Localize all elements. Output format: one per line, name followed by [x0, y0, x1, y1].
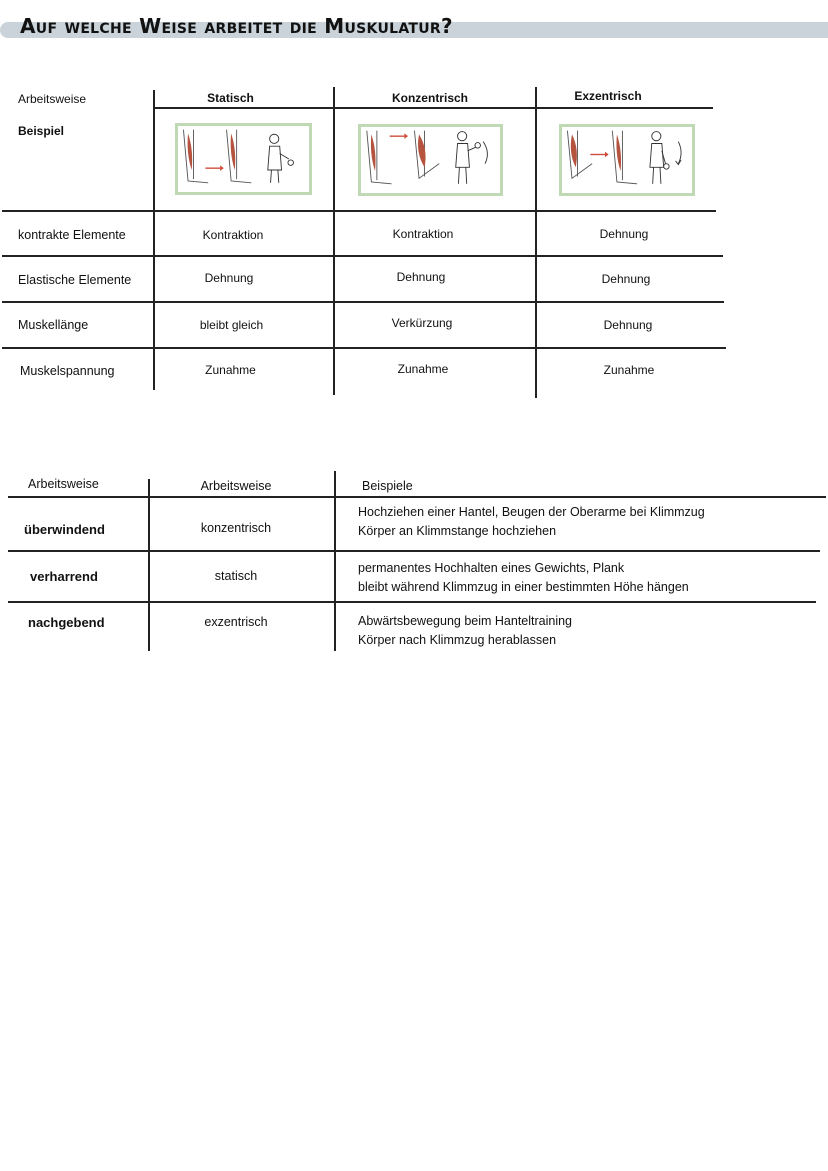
example-line: Körper an Klimmstange hochziehen: [358, 524, 557, 538]
column-header-konzentrisch: Konzentrisch: [391, 91, 468, 105]
page-title: Auf welche Weise arbeitet die Muskulatur?: [20, 14, 453, 38]
type-ueberwindend: überwindend: [24, 522, 105, 537]
mode-konzentrisch: konzentrisch: [200, 521, 272, 535]
cell-konzentrisch-muskellaenge: Verkürzung: [391, 316, 453, 330]
table1-row-rule: [2, 255, 723, 257]
table1-row-rule: [2, 301, 724, 303]
table1-col-rule: [535, 87, 537, 398]
table2-row-rule: [8, 601, 816, 603]
example-row-label: Beispiel: [18, 124, 65, 138]
example-line: Abwärtsbewegung beim Hanteltraining: [358, 614, 573, 628]
statisch-illustration: [175, 123, 312, 195]
cell-exzentrisch-kontrakte: Dehnung: [599, 227, 649, 241]
example-line: Hochziehen einer Hantel, Beugen der Oberarme bei Klimmzug: [358, 505, 705, 519]
table1-row-rule: [2, 210, 716, 212]
cell-statisch-muskelspannung: Zunahme: [205, 363, 256, 377]
cell-statisch-elastische: Dehnung: [204, 271, 254, 285]
table2-header-mode: Arbeitsweise: [200, 479, 272, 493]
cell-statisch-kontrakte: Kontraktion: [202, 228, 264, 242]
column-header-statisch: Statisch: [207, 91, 254, 105]
row-label-kontrakte-elemente: kontrakte Elemente: [18, 228, 126, 242]
table2-row-rule: [8, 550, 820, 552]
table2-header-type: Arbeitsweise: [28, 477, 99, 491]
cell-konzentrisch-kontrakte: Kontraktion: [392, 227, 454, 241]
table1-row-rule: [2, 347, 726, 349]
table1-col-rule: [333, 87, 335, 395]
cell-konzentrisch-muskelspannung: Zunahme: [397, 362, 449, 376]
cell-exzentrisch-muskelspannung: Zunahme: [603, 363, 655, 377]
row-label-muskelspannung: Muskelspannung: [20, 364, 115, 378]
cell-exzentrisch-muskellaenge: Dehnung: [603, 318, 653, 332]
mode-exzentrisch: exzentrisch: [204, 615, 268, 629]
table2-header-examples: Beispiele: [362, 479, 413, 493]
row-label-muskellaenge: Muskellänge: [18, 318, 89, 332]
example-line: permanentes Hochhalten eines Gewichts, Plank: [358, 561, 625, 575]
type-verharrend: verharrend: [30, 569, 98, 584]
cell-statisch-muskellaenge: bleibt gleich: [199, 318, 264, 332]
cell-konzentrisch-elastische: Dehnung: [396, 270, 446, 284]
table1-header-rule: [153, 107, 713, 109]
type-nachgebend: nachgebend: [28, 615, 105, 630]
row-label-elastische-elemente: Elastische Elemente: [18, 273, 132, 287]
table2-col-rule: [334, 471, 336, 651]
konzentrisch-illustration: [358, 124, 503, 196]
column-header-exzentrisch: Exzentrisch: [574, 89, 642, 103]
example-line: Körper nach Klimmzug herablassen: [358, 633, 557, 647]
example-line: bleibt während Klimmzug in einer bestimmten Höhe hängen: [358, 580, 689, 594]
table2-header-rule: [8, 496, 826, 498]
cell-exzentrisch-elastische: Dehnung: [601, 272, 651, 286]
mode-statisch: statisch: [214, 569, 258, 583]
exzentrisch-illustration: [559, 124, 695, 196]
table1-header-label: Arbeitsweise: [18, 92, 87, 106]
